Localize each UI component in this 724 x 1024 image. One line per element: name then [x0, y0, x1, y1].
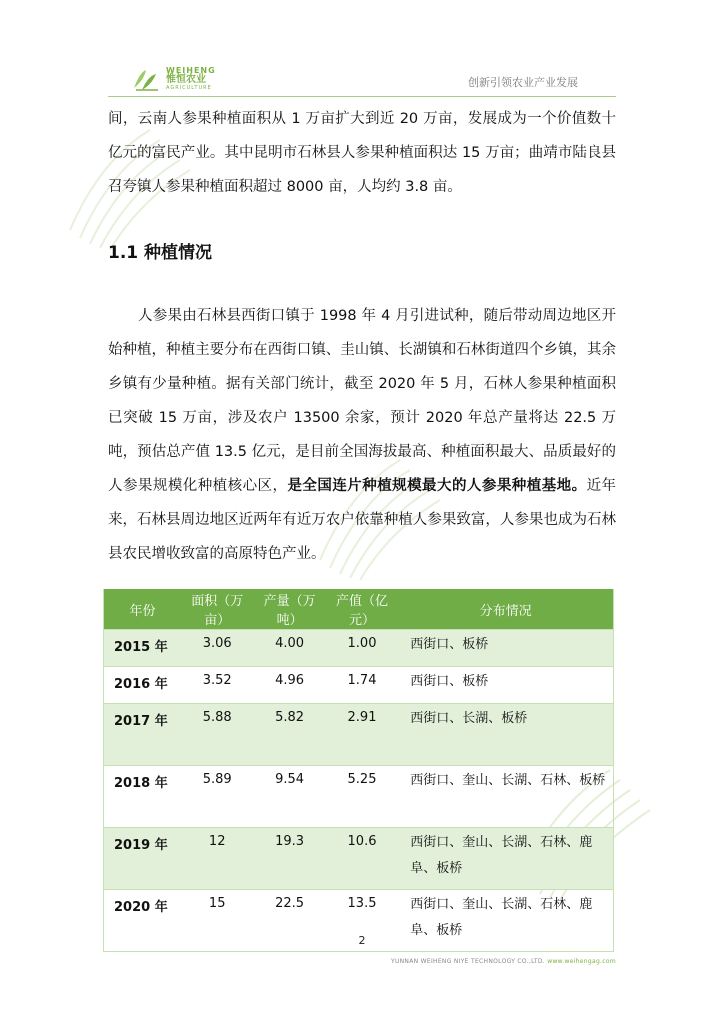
cell-area: 15 — [181, 890, 253, 952]
page-header — [0, 0, 724, 100]
cell-area: 5.88 — [181, 704, 253, 766]
cell-value: 10.6 — [326, 828, 398, 890]
cell-value: 5.25 — [326, 766, 398, 828]
cell-distribution: 西街口、奎山、长湖、石林、板桥 — [398, 766, 613, 828]
cell-value: 1.74 — [326, 667, 398, 704]
cell-area: 12 — [181, 828, 253, 890]
cell-distribution: 西街口、长湖、板桥 — [398, 704, 613, 766]
table-row — [104, 766, 614, 828]
header-title: 创新引领农业产业发展 — [468, 76, 578, 89]
column-header-area: 面积（万亩） — [181, 589, 253, 630]
cell-year: 2016 年 — [104, 667, 182, 704]
logo-chinese-name: 惟恒农业 — [166, 74, 206, 85]
cell-year: 2020 年 — [104, 890, 182, 952]
company-logo — [132, 66, 216, 93]
cell-output: 5.82 — [253, 704, 325, 766]
cell-year: 2017 年 — [104, 704, 182, 766]
paragraph-text: 近年来，石林县周边地区近两年有近万农户依靠种植人参果致富，人参果也成为石林县农民增收致富的高原特色产业。 — [108, 478, 617, 562]
table-row — [104, 828, 614, 890]
logo-english-name: WEIHENG — [166, 66, 216, 75]
planting-statistics-table — [103, 589, 614, 952]
cell-value: 1.00 — [326, 630, 398, 667]
cell-output: 4.96 — [253, 667, 325, 704]
cell-year: 2018 年 — [104, 766, 182, 828]
cell-output: 9.54 — [253, 766, 325, 828]
document-body — [108, 100, 616, 571]
logo-subtitle: AGRICULTURE — [166, 85, 212, 91]
table-row — [104, 630, 614, 667]
column-header-output: 产量（万吨） — [253, 589, 325, 630]
paragraph-intro: 间，云南人参果种植面积从 1 万亩扩大到近 20 万亩，发展成为一个价值数十亿元的富民产业。其中昆明市石林县人参果种植面积达 15 万亩；曲靖市陆良县召夸镇人参果种植面积超过 8000 亩，人均约 3.8 亩。 — [108, 111, 616, 195]
footer-url[interactable]: www.weihengag.com — [547, 958, 616, 965]
cell-output: 4.00 — [253, 630, 325, 667]
cell-year: 2019 年 — [104, 828, 182, 890]
section-heading: 1.1 种植情况 — [108, 243, 213, 263]
cell-output: 19.3 — [253, 828, 325, 890]
cell-value: 13.5 — [326, 890, 398, 952]
cell-area: 5.89 — [181, 766, 253, 828]
cell-distribution: 西街口、板桥 — [398, 667, 613, 704]
cell-value: 2.91 — [326, 704, 398, 766]
table-row — [104, 704, 614, 766]
table-row — [104, 667, 614, 704]
leaf-logo-icon — [132, 68, 160, 92]
cell-output: 22.5 — [253, 890, 325, 952]
cell-area: 3.06 — [181, 630, 253, 667]
paragraph-planting — [108, 299, 616, 571]
cell-distribution: 西街口、奎山、长湖、石林、鹿阜、板桥 — [398, 828, 613, 890]
column-header-value: 产值（亿元） — [326, 589, 398, 630]
cell-distribution: 西街口、板桥 — [398, 630, 613, 667]
paragraph-bold-text: 是全国连片种植规模最大的人参果种植基地。 — [287, 478, 587, 494]
cell-area: 3.52 — [181, 667, 253, 704]
paragraph-text: 人参果由石林县西街口镇于 1998 年 4 月引进试种，随后带动周边地区开始种植，种植主要分布在西街口镇、圭山镇、长湖镇和石林街道四个乡镇，其余乡镇有少量种植。据有关部门统计，截至 2020 年 5 月，石林人参果种植面积已突破 15 万亩，涉及农户 13500 余家，预计 2020 年总产量将达 22.5 万吨，预估总产值 13.5 亿元，是目前全国海拔最高、种植面积最大、品质最好的人参果规模化种植核心区， — [108, 308, 616, 494]
table-header-row — [104, 589, 614, 630]
cell-year: 2015 年 — [104, 630, 182, 667]
page-number: 2 — [358, 934, 366, 947]
column-header-distribution: 分布情况 — [398, 589, 613, 630]
page-footer — [391, 958, 616, 965]
column-header-year: 年份 — [104, 589, 182, 630]
header-divider — [108, 96, 616, 97]
cell-distribution: 西街口、奎山、长湖、石林、鹿阜、板桥 — [398, 890, 613, 952]
footer-company: YUNNAN WEIHENG NIYE TECHNOLOGY CO.,LTD. — [390, 958, 546, 965]
